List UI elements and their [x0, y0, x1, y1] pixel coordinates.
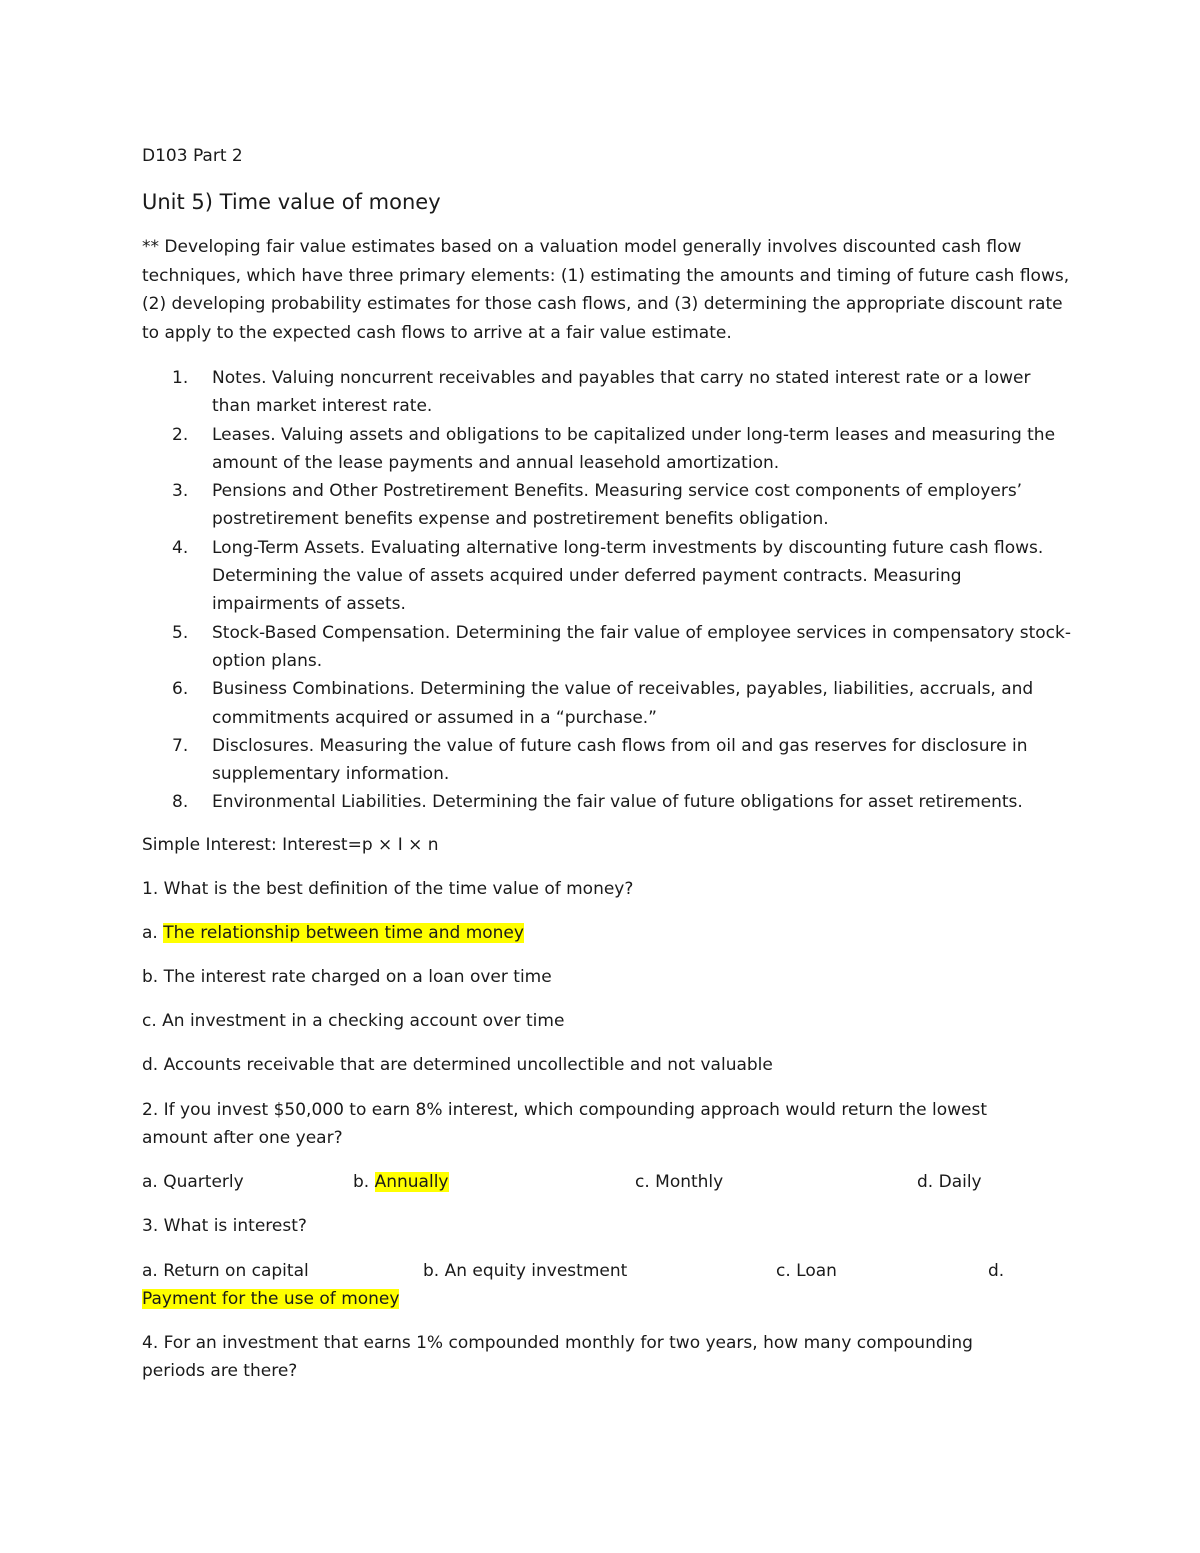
q2-option-d: d. Daily — [917, 1172, 982, 1192]
list-item-number: 6. — [172, 679, 189, 700]
list-item-text: Long-Term Assets. Evaluating alternative long-term investments by discounting future cash flows. Determining the value of assets acquired under deferred payment contracts. Measuring impairments of assets. — [212, 537, 1044, 615]
q3-answer-highlight: Payment for the use of money — [142, 1289, 400, 1309]
question-2-line-1: 2. If you invest $50,000 to earn 8% interest, which compounding approach would return the lowest — [142, 1100, 988, 1120]
question-4-line-1: 4. For an investment that earns 1% compounded monthly for two years, how many compounding — [142, 1333, 973, 1353]
q3-option-d — [142, 1289, 399, 1309]
list-item — [172, 364, 1072, 421]
q1-answer-highlight: The relationship between time and money — [163, 923, 524, 943]
list-item-number: 2. — [172, 424, 189, 445]
list-item-number: 4. — [172, 537, 189, 558]
list-item — [172, 788, 1072, 816]
question-4-line-2: periods are there? — [142, 1361, 298, 1381]
list-item — [172, 732, 1072, 789]
list-item-number: 7. — [172, 735, 189, 756]
list-item-number: 1. — [172, 368, 189, 388]
list-item-text: Stock-Based Compensation. Determining the fair value of employee services in compensatory stock-option plans. — [212, 622, 1071, 671]
q1-option-b: b. The interest rate charged on a loan over time — [142, 967, 552, 987]
simple-interest-formula: Simple Interest: Interest=p × I × n — [142, 835, 439, 855]
list-item-number: 5. — [172, 622, 189, 643]
list-item — [172, 421, 1072, 478]
list-item-text: Business Combinations. Determining the value of receivables, payables, liabilities, accruals, and commitments acquired or assumed in a “purchase.” — [212, 679, 1034, 728]
list-item — [172, 675, 1072, 732]
q3-option-a: a. Return on capital — [142, 1261, 309, 1281]
q3-option-b: b. An equity investment — [423, 1261, 628, 1281]
q1-option-a — [142, 923, 524, 943]
list-item — [172, 477, 1072, 534]
q3-option-c: c. Loan — [776, 1261, 837, 1281]
unit-title: Unit 5) Time value of money — [142, 190, 441, 214]
q3-option-d-prefix: d. — [988, 1261, 1005, 1281]
applications-list — [172, 364, 1072, 817]
list-item — [172, 619, 1072, 676]
q1-option-a-prefix: a. — [142, 923, 164, 943]
question-3: 3. What is interest? — [142, 1216, 307, 1236]
list-item-text: Pensions and Other Postretirement Benefits. Measuring service cost components of employers’ postretirement benefits expense and postretirement benefits obligation. — [212, 481, 1023, 530]
list-item — [172, 534, 1072, 619]
question-2-line-2: amount after one year? — [142, 1128, 343, 1148]
intro-paragraph: ** Developing fair value estimates based on a valuation model generally involves discounted cash flow techniques, which have three primary elements: (1) estimating the amounts and timing of future cash flows, (2) developing probability estimates for those cash flows, and (3) determining the appropriate discount rate to apply to the expected cash flows to arrive at a fair value estimate. — [142, 237, 1070, 344]
list-item-number: 8. — [172, 792, 189, 813]
list-item-text: Leases. Valuing assets and obligations to be capitalized under long-term leases and measuring the amount of the lease payments and annual leasehold amortization. — [212, 424, 1056, 473]
q2-option-c: c. Monthly — [635, 1172, 724, 1192]
q2-answer-highlight: Annually — [374, 1172, 449, 1192]
q2-option-b — [353, 1172, 449, 1192]
list-item-number: 3. — [172, 481, 189, 502]
q1-option-c: c. An investment in a checking account over time — [142, 1011, 565, 1031]
document-header: D103 Part 2 — [142, 146, 243, 166]
question-1: 1. What is the best definition of the time value of money? — [142, 879, 634, 899]
list-item-text: Disclosures. Measuring the value of future cash flows from oil and gas reserves for disclosure in supplementary information. — [212, 735, 1028, 785]
q1-option-d: d. Accounts receivable that are determined uncollectible and not valuable — [142, 1055, 773, 1075]
q2-option-b-prefix: b. — [353, 1172, 375, 1192]
list-item-text: Environmental Liabilities. Determining the fair value of future obligations for asset retirements. — [212, 792, 1023, 813]
q2-option-a: a. Quarterly — [142, 1172, 244, 1192]
list-item-text: Notes. Valuing noncurrent receivables and payables that carry no stated interest rate or a lower than market interest rate. — [212, 368, 1031, 417]
